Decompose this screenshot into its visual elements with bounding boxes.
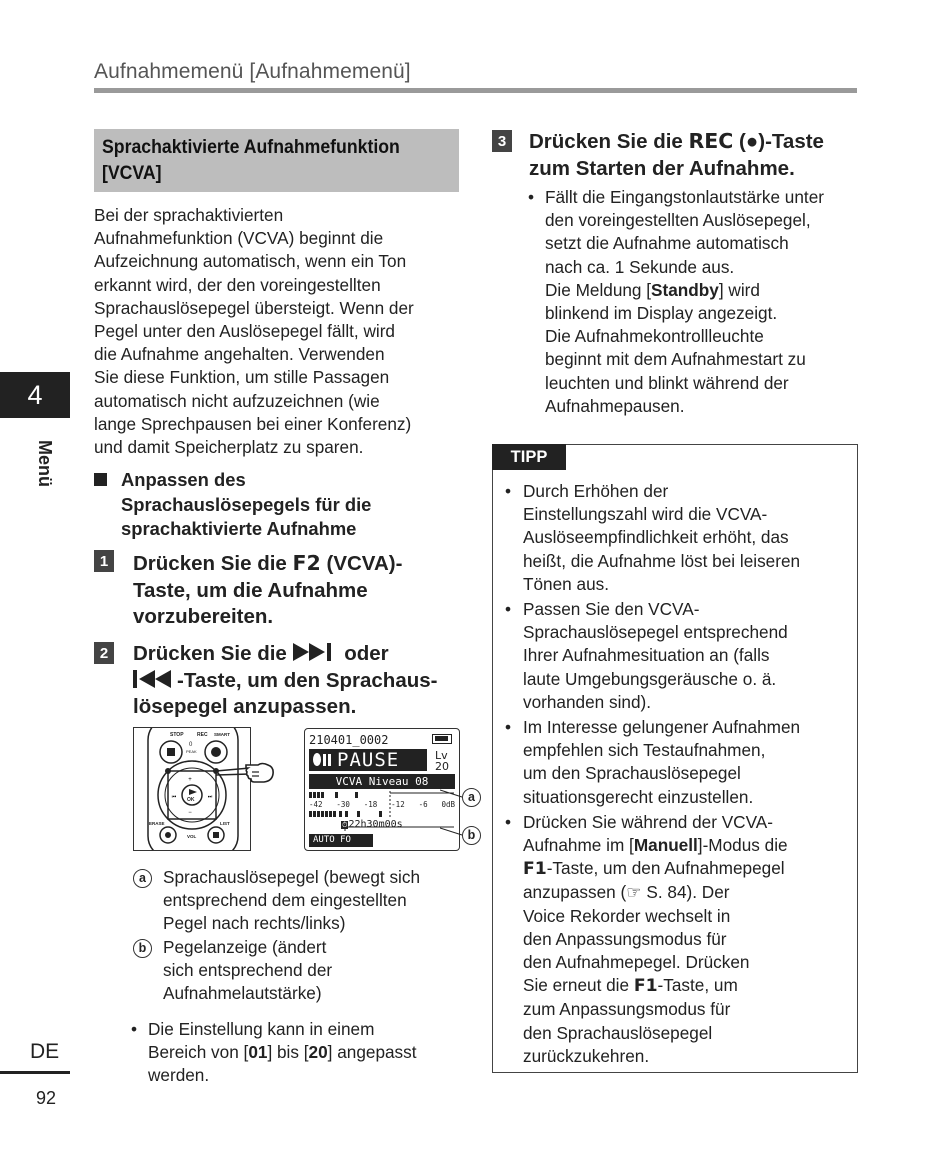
- intro-line: erkannt wird, der den voreingestellten: [94, 274, 381, 295]
- step-2-number: 2: [94, 642, 114, 664]
- step-3-detail-line: den voreingestellten Auslösepegel,: [545, 210, 811, 231]
- svg-text:−: −: [188, 810, 192, 816]
- pause-bar-icon: [323, 754, 326, 766]
- step-3-detail-line: blinkend im Display angezeigt.: [545, 303, 778, 324]
- section-title-line: Sprachaktivierte Aufnahmefunktion: [102, 137, 400, 158]
- display-filename: 210401_0002: [309, 733, 389, 747]
- tip-line: zurückzukehren.: [523, 1045, 650, 1066]
- stop-label: STOP: [170, 732, 184, 738]
- note-line: ] angepasst: [327, 1042, 417, 1063]
- step-3-detail-line: Die Aufnahmekontrollleuchte: [545, 326, 764, 347]
- scale-label: 0dB: [441, 800, 455, 809]
- language-label: DE: [30, 1040, 60, 1063]
- pause-bar-icon: [328, 754, 331, 766]
- intro-line: Sprachauslösepegel übersteigt. Wenn der: [94, 297, 414, 318]
- f2-key: F2: [292, 551, 321, 575]
- tip-item: [505, 716, 850, 809]
- display-remaining: [341, 819, 403, 831]
- callout-b-marker: b: [462, 826, 481, 845]
- skip-back-icon: [133, 670, 177, 688]
- page-header-title: Aufnahmemenü [Aufnahmemenü]: [94, 60, 411, 83]
- chapter-number: 4: [27, 379, 43, 410]
- svg-text:+: +: [188, 777, 192, 783]
- note-line: ] bis [: [267, 1042, 309, 1063]
- intro-line: lange Sprechpausen bei einer Konferenz): [94, 413, 412, 434]
- step-3-detail-line: ] wird: [718, 279, 760, 300]
- lv-value: 20: [435, 760, 449, 773]
- bullet: •: [505, 717, 512, 738]
- standby-word: Standby: [651, 279, 719, 300]
- footer-rule: [0, 1071, 70, 1074]
- bullet: •: [505, 811, 512, 832]
- step-3-detail-line: Die Meldung [: [545, 279, 652, 300]
- step-1-text: [133, 550, 463, 631]
- intro-line: Aufzeichnung automatisch, wenn ein Ton: [94, 251, 407, 272]
- callout-line: Sprachauslösepegel (bewegt sich: [163, 867, 421, 887]
- display-bottom-bar: AUTO FO: [309, 834, 373, 847]
- bullet: •: [528, 187, 535, 207]
- callout-line: Aufnahmelautstärke): [163, 983, 322, 1004]
- scale-label: -30: [336, 800, 350, 809]
- bullet: •: [505, 599, 512, 620]
- step-1-line: (VCVA)-: [320, 552, 403, 575]
- step-3-line: Drücken Sie die: [529, 130, 689, 153]
- step-3-detail-line: nach ca. 1 Sekunde aus.: [545, 256, 735, 277]
- display-status: PAUSE: [337, 749, 400, 771]
- step-3-detail: [545, 186, 860, 418]
- rec-key: REC: [688, 129, 734, 153]
- intro-line: die Aufnahme angehalten. Verwenden: [94, 344, 385, 365]
- svg-text:⏭: ⏭: [207, 794, 213, 800]
- step-3-detail-line: beginnt mit dem Aufnahmestart zu: [545, 349, 806, 370]
- tip-line: ]-Modus die: [697, 835, 788, 856]
- step-3-text: [529, 128, 859, 182]
- section-title-box: [94, 129, 459, 192]
- device-illustration: [133, 727, 251, 851]
- tip-item: [505, 598, 850, 714]
- step-2-text: [133, 641, 463, 721]
- remaining-time: 22h30m00s: [348, 819, 403, 830]
- chapter-tab: [0, 372, 70, 418]
- ok-label: OK: [187, 797, 195, 803]
- step-2-line: oder: [338, 642, 389, 665]
- battery-icon: [432, 734, 452, 744]
- tip-line: Auslöseempfindlichkeit erhöht, das: [523, 527, 789, 548]
- recorder-display: [304, 728, 460, 851]
- bullet: •: [131, 1019, 138, 1039]
- callout-a-marker: a: [462, 788, 481, 807]
- skip-forward-icon: [293, 643, 339, 661]
- tip-line: vorhanden sind).: [523, 691, 652, 712]
- intro-line: automatisch nicht aufzuzeichnen (wie: [94, 390, 380, 411]
- tip-item: [505, 811, 850, 1068]
- intro-line: Sie diese Funktion, um stille Passagen: [94, 367, 390, 388]
- tip-label: TIPP: [492, 444, 566, 470]
- meter-scale: [309, 800, 455, 809]
- step-3-number: 3: [492, 130, 512, 152]
- f1-key: F1: [523, 859, 547, 880]
- sub-heading-line: Sprachauslösepegels für die: [121, 493, 372, 515]
- tip-line: situationsgerecht einzustellen.: [523, 786, 754, 807]
- intro-line: Aufnahmefunktion (VCVA) beginnt die: [94, 228, 384, 249]
- tip-line: den Aufnahmepegel. Drücken: [523, 952, 750, 973]
- header-rule: [94, 88, 857, 93]
- tip-line: Ihrer Aufnahmesituation an (falls: [523, 645, 770, 666]
- tip-line: Voice Rekorder wechselt in: [523, 905, 731, 926]
- chapter-label-text: Menü: [35, 440, 55, 487]
- tip-line: um den Sprachauslösepegel: [523, 763, 741, 784]
- chapter-label: [33, 440, 55, 498]
- tip-line: den Anpassungsmodus für: [523, 928, 727, 949]
- callout-line: sich entsprechend der: [163, 960, 333, 981]
- intro-line: Pegel unter den Auslösepegel fällt, wird: [94, 321, 395, 342]
- step-1-line: Taste, um die Aufnahme: [133, 578, 368, 602]
- tip-line: zum Anpassungsmodus für: [523, 999, 731, 1020]
- manuell-word: Manuell: [633, 835, 698, 856]
- step-1-line: vorzubereiten.: [133, 605, 274, 628]
- step-2-line: -Taste, um den Sprachaus-: [177, 668, 438, 692]
- range-max: 20: [308, 1042, 328, 1063]
- step-3-detail-line: leuchten und blinkt während der: [545, 372, 789, 393]
- tip-line: -Taste, um: [657, 975, 738, 996]
- tip-line: Aufnahme im [: [523, 835, 634, 856]
- callout-line: Pegel nach rechts/links): [163, 913, 346, 934]
- sub-heading-line: sprachaktivierte Aufnahme: [121, 518, 357, 539]
- tip-line: anzupassen (☞ S. 84). Der: [523, 882, 730, 903]
- rec-label: REC: [197, 732, 208, 738]
- step-2-line: Drücken Sie die: [133, 642, 293, 665]
- remaining-icon: ⏱: [342, 821, 348, 829]
- step-3-detail-line: Aufnahmepausen.: [545, 395, 685, 416]
- step-2-line: lösepegel anzupassen.: [133, 695, 357, 718]
- step-1-line: Drücken Sie die: [133, 552, 293, 575]
- svg-text:⏮: ⏮: [171, 794, 177, 800]
- bullet: •: [505, 481, 512, 501]
- callout-a-text: [163, 866, 463, 936]
- note-line: Bereich von [: [148, 1042, 249, 1063]
- tip-line: laute Umgebungsgeräusche o. ä.: [523, 668, 777, 689]
- scale-label: -6: [418, 800, 428, 809]
- step-3-line: zum Starten der Aufnahme.: [529, 156, 795, 180]
- list-label: LIST: [220, 821, 230, 826]
- display-vcva-line: VCVA Niveau 08: [309, 774, 455, 789]
- tip-line: Tönen aus.: [523, 573, 609, 594]
- tip-line: empfehlen sich Testaufnahmen,: [523, 740, 766, 761]
- step-1-number: 1: [94, 550, 114, 572]
- tip-line: -Taste, um den Aufnahmepegel: [546, 858, 785, 879]
- section-title: [102, 135, 428, 187]
- tip-list: [505, 480, 850, 1068]
- peak-label: PEAK: [186, 749, 197, 754]
- step-3-detail-line: Fällt die Eingangstonlautstärke unter: [545, 187, 824, 207]
- note-line: werden.: [148, 1065, 210, 1086]
- tip-item: [505, 480, 850, 596]
- page-number: 92: [36, 1088, 57, 1108]
- tip-line: den Sprachauslösepegel: [523, 1022, 713, 1043]
- sub-heading-line: Anpassen des: [121, 469, 246, 490]
- range-min: 01: [248, 1042, 268, 1063]
- tip-line: Drücken Sie während der VCVA-: [523, 811, 773, 832]
- f1-key: F1: [633, 976, 658, 997]
- intro-line: Bei der sprachaktivierten: [94, 205, 284, 225]
- tip-line: Passen Sie den VCVA-: [523, 599, 700, 620]
- erase-label: ERASE: [149, 821, 165, 826]
- callout-a-marker: a: [133, 869, 152, 888]
- scale-label: -12: [391, 800, 405, 809]
- smart-label: SMART: [214, 732, 230, 737]
- range-note: [148, 1018, 458, 1088]
- tip-line: Einstellungszahl wird die VCVA-: [523, 504, 768, 525]
- vol-label: VOL: [187, 834, 197, 839]
- tip-line: heißt, die Aufnahme löst bei leiseren: [523, 550, 801, 571]
- zero-label: 0: [189, 742, 193, 748]
- rec-dot-icon: [313, 753, 321, 766]
- pointing-hand-icon: [244, 759, 276, 787]
- step-3-detail-line: setzt die Aufnahme automatisch: [545, 233, 789, 254]
- callout-line: entsprechend dem eingestellten: [163, 890, 407, 911]
- section-title-line: [VCVA]: [102, 163, 162, 184]
- note-line: Die Einstellung kann in einem: [148, 1019, 375, 1039]
- step-3-line: (●)-Taste: [733, 130, 824, 153]
- lv-label: Lv: [435, 749, 448, 762]
- intro-paragraph: [94, 204, 459, 459]
- callout-b-text: [163, 936, 463, 1006]
- callout-b-marker: b: [133, 939, 152, 958]
- tip-line: Sie erneut die: [523, 975, 634, 996]
- scale-label: -18: [363, 800, 378, 809]
- tip-line: Sprachauslösepegel entsprechend: [523, 622, 788, 643]
- display-status-bar: [309, 749, 427, 771]
- tip-line: Im Interesse gelungener Aufnahmen: [523, 717, 801, 738]
- intro-line: und damit Speicherplatz zu sparen.: [94, 437, 364, 458]
- scale-label: -42: [309, 800, 323, 809]
- callout-line: Pegelanzeige (ändert: [163, 937, 327, 957]
- square-bullet-icon: [94, 473, 107, 486]
- tip-line: Durch Erhöhen der: [523, 481, 669, 501]
